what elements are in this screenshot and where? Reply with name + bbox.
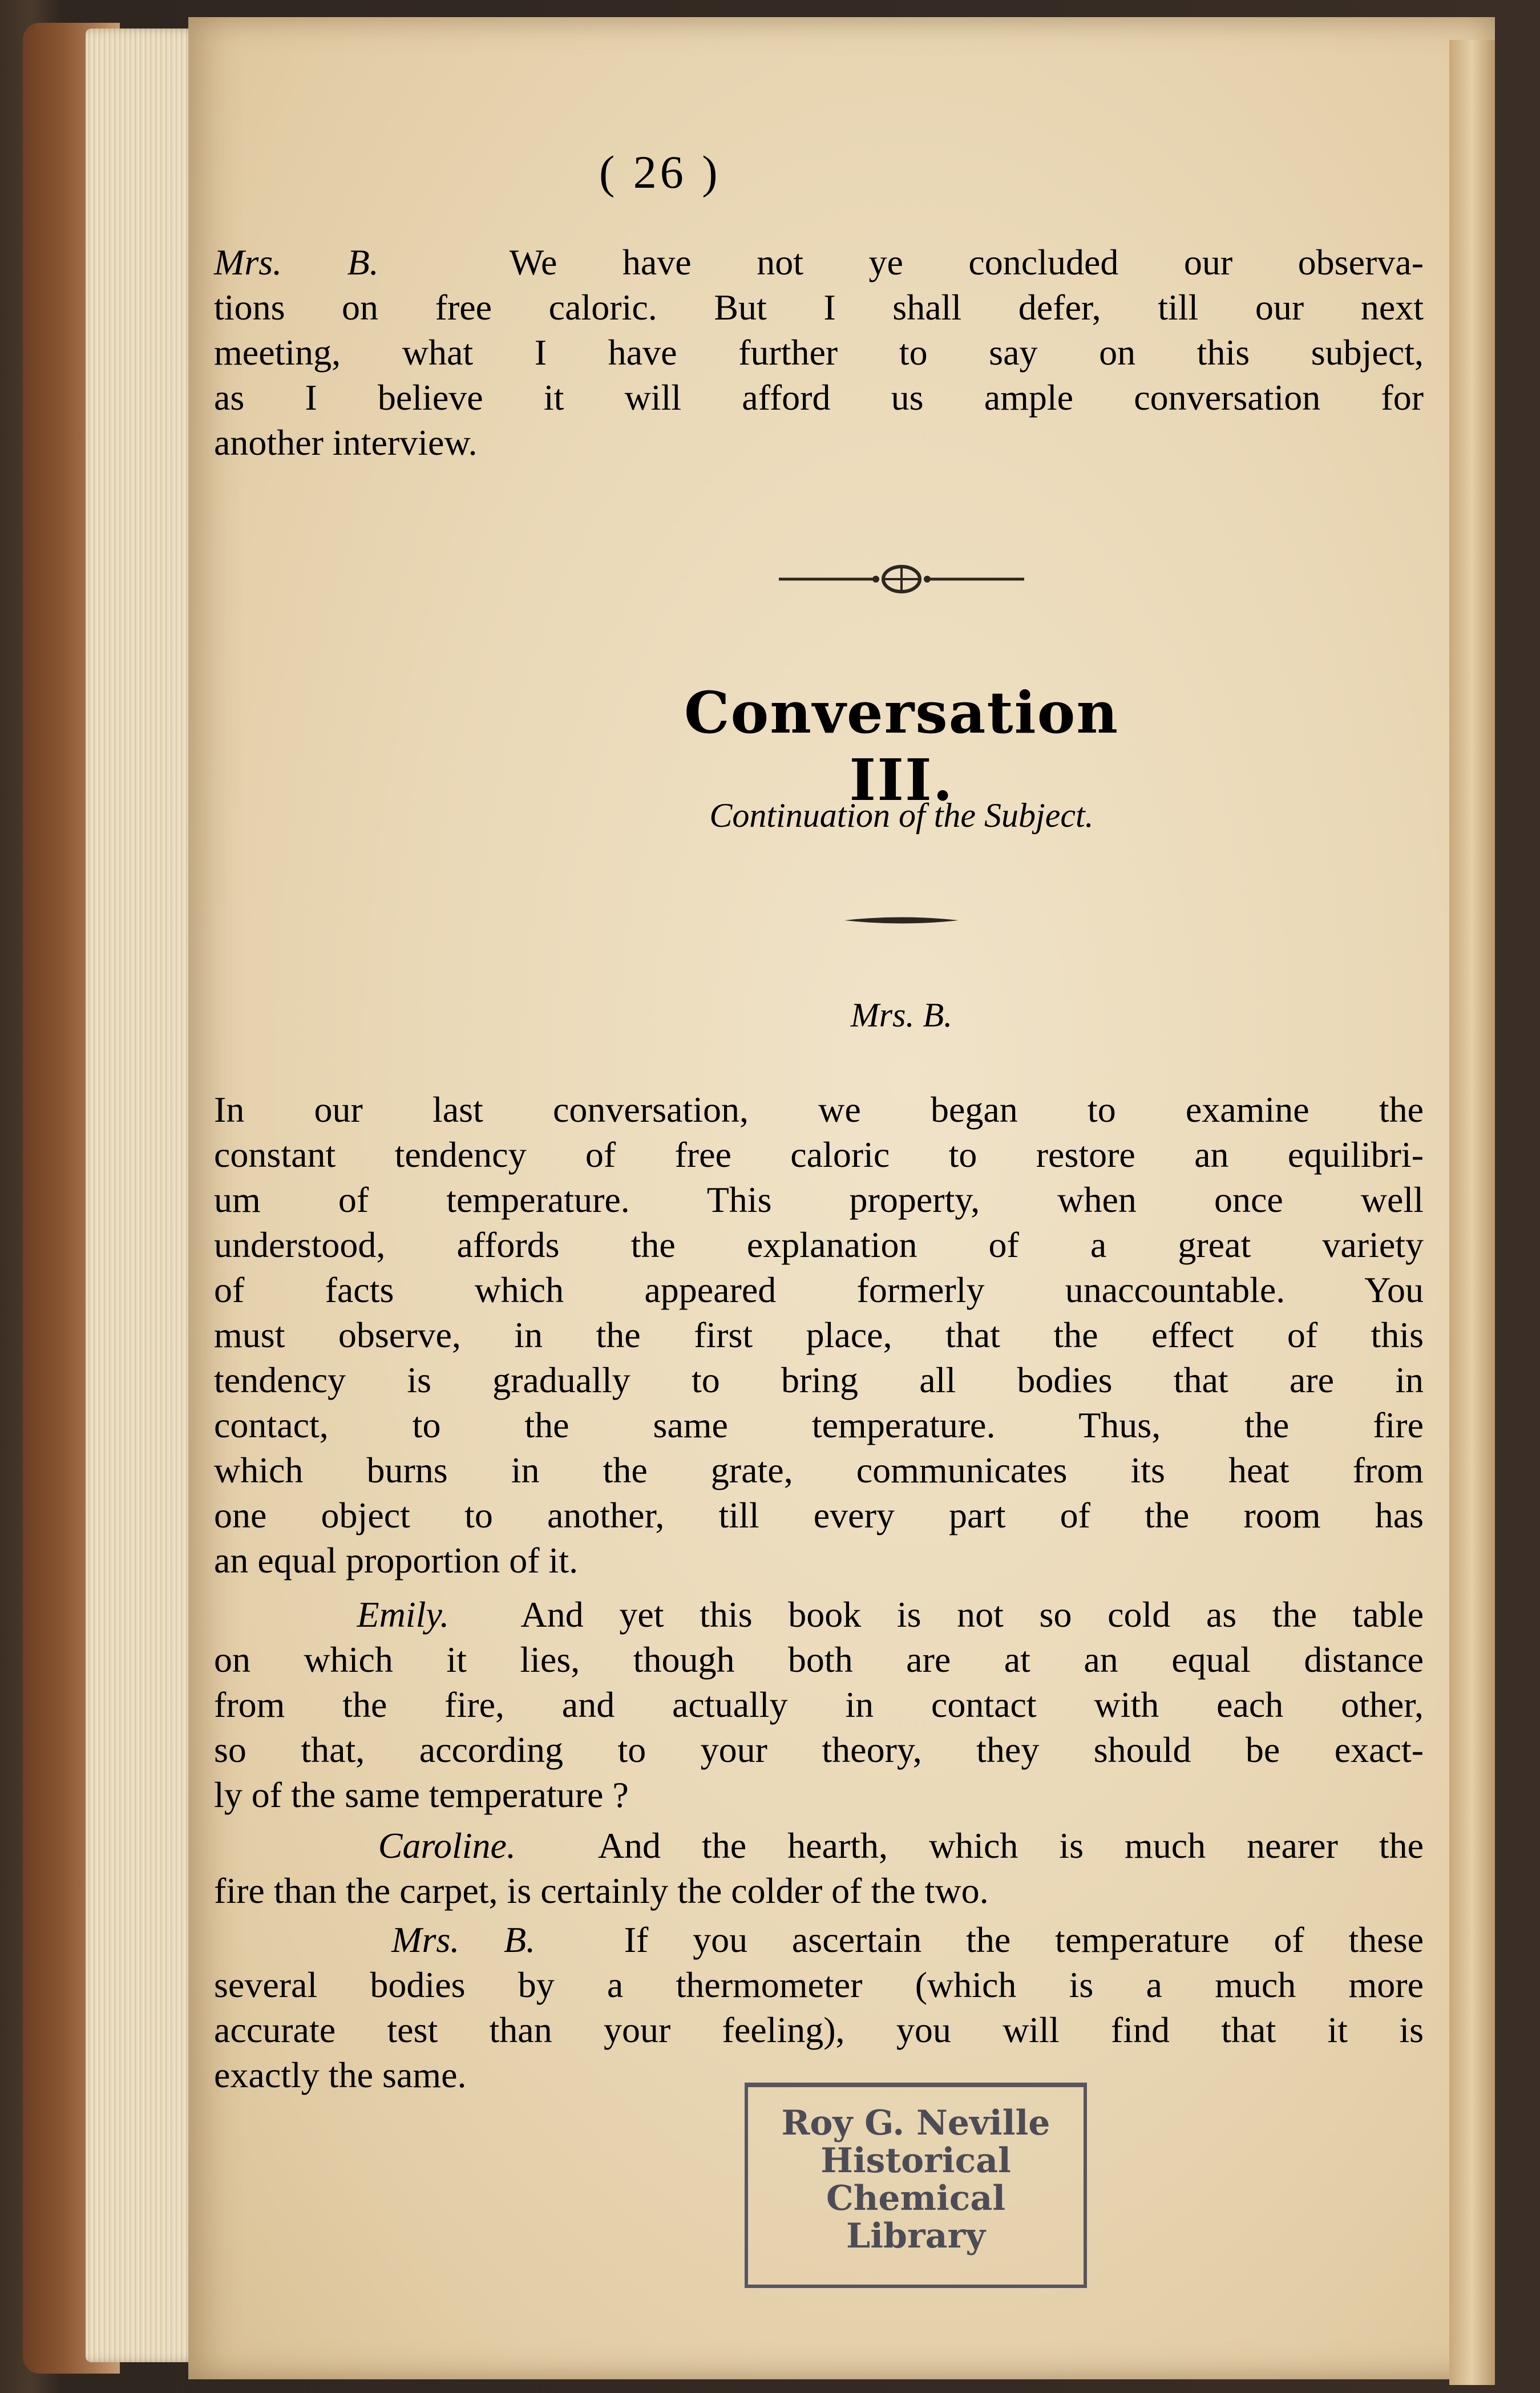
- paragraph-line: um of temperature. This property, when once well: [214, 1179, 1424, 1220]
- paragraph-line: ly of the same temperature ?: [214, 1774, 629, 1815]
- short-rule-icon: [844, 914, 959, 927]
- paragraph-line: several bodies by a thermometer (which is a much more: [214, 1964, 1424, 2005]
- paragraph-line: Caroline. And the hearth, which is much nearer the: [378, 1825, 1424, 1866]
- speaker-name: Caroline.: [378, 1825, 516, 1866]
- paragraph-line: which burns in the grate, communicates its heat from: [214, 1450, 1424, 1490]
- paragraph-line: contact, to the same temperature. Thus, the fire: [214, 1405, 1424, 1445]
- paragraph-line: tions on free caloric. But I shall defer, till our next: [214, 287, 1424, 328]
- body-paragraph: [214, 1917, 1424, 2097]
- speaker-name: Mrs. B.: [214, 242, 379, 282]
- paragraph-line: another interview.: [214, 422, 478, 463]
- paragraph-line: an equal proportion of it.: [214, 1540, 579, 1580]
- page-number: ( 26 ): [599, 146, 721, 198]
- paragraph-line: must observe, in the first place, that the effect of this: [214, 1315, 1424, 1355]
- paragraph-line: meeting, what I have further to say on this subject,: [214, 332, 1424, 373]
- paragraph-line: tendency is gradually to bring all bodies that are in: [214, 1360, 1424, 1400]
- chapter-heading: Conversation III.: [684, 679, 1119, 814]
- paragraph-line: In our last conversation, we began to examine the: [214, 1089, 1424, 1130]
- body-paragraph: [214, 1823, 1424, 1913]
- body-paragraph: [214, 1087, 1424, 1583]
- speaker-name: Emily.: [357, 1594, 450, 1635]
- stamp-line: Roy G. Neville: [781, 2103, 1050, 2143]
- paragraph-line: exactly the same.: [214, 2055, 467, 2095]
- paragraph-line: as I believe it will afford us ample conversation for: [214, 377, 1424, 418]
- paragraph-line: one object to another, till every part of the room has: [214, 1495, 1424, 1535]
- paragraph-line: Mrs. B. If you ascertain the temperature of these: [391, 1919, 1424, 1960]
- intro-paragraph: [214, 240, 1424, 465]
- paragraph-line: of facts which appeared formerly unaccountable. You: [214, 1270, 1424, 1310]
- paragraph-line: on which it lies, though both are at an equal distance: [214, 1639, 1424, 1680]
- stamp-line: Library: [846, 2216, 985, 2256]
- paragraph-line: understood, affords the explanation of a great variety: [214, 1224, 1424, 1265]
- ornament-divider-icon: [773, 562, 1030, 596]
- paragraph-line: Emily. And yet this book is not so cold as the table: [357, 1594, 1424, 1635]
- paragraph-line: so that, according to your theory, they should be exact-: [214, 1729, 1424, 1770]
- page-stack-edges: [86, 29, 200, 2362]
- chapter-subheading: Continuation of the Subject.: [709, 797, 1094, 834]
- paragraph-line: constant tendency of free caloric to restore an equilibri-: [214, 1134, 1424, 1175]
- paragraph-line: from the fire, and actually in contact with each other,: [214, 1684, 1424, 1725]
- body-paragraph: [214, 1592, 1424, 1817]
- paragraph-line: Mrs. B. We have not ye concluded our observa-: [214, 242, 1424, 282]
- paragraph-line: accurate test than your feeling), you will find that it is: [214, 2010, 1424, 2050]
- stamp-line: Chemical: [826, 2178, 1006, 2218]
- stamp-line: Historical: [820, 2141, 1011, 2181]
- facing-page-edge: [1449, 40, 1495, 2385]
- library-stamp: [745, 2083, 1087, 2288]
- paragraph-line: fire than the carpet, is certainly the colder of the two.: [214, 1870, 989, 1911]
- speaker-name: Mrs. B.: [391, 1919, 536, 1960]
- speaker-heading: Mrs. B.: [850, 996, 953, 1034]
